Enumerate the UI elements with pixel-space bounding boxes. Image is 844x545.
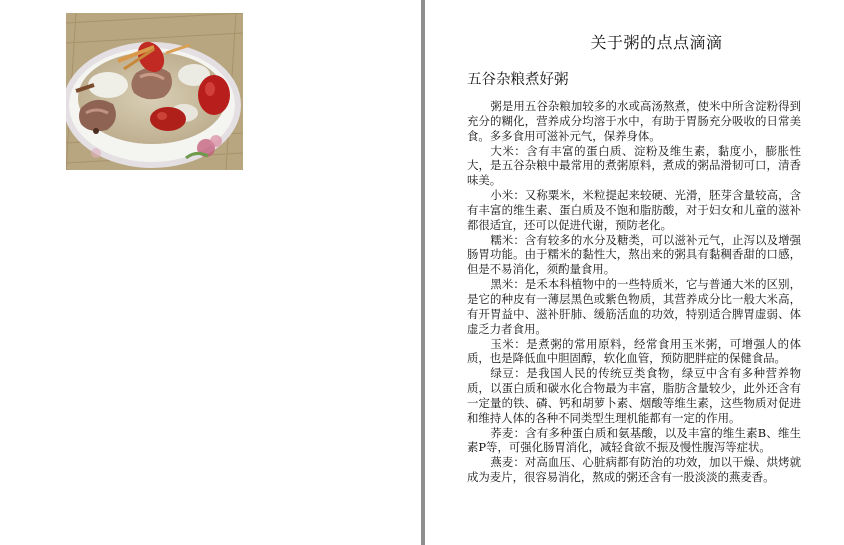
paragraph-buckwheat: 荞麦：含有多种蛋白质和氨基酸，以及丰富的维生素B、维生素P等，可强化肠胃消化，减轻食欲不振及慢性腹泻等症状。 bbox=[467, 425, 801, 455]
porridge-bowl-photo bbox=[66, 13, 243, 170]
paragraph-corn: 玉米：是煮粥的常用原料，经常食用玉米粥，可增强人的体质，也是降低血中胆固醇，软化血管，预防肥胖症的保健食品。 bbox=[467, 336, 801, 366]
right-page bbox=[425, 0, 844, 545]
section-heading: 五谷杂粮煮好粥 bbox=[467, 72, 569, 88]
left-page bbox=[0, 0, 421, 545]
paragraph-black-rice: 黑米：是禾本科植物中的一些特质米，它与普通大米的区别，是它的种皮有一薄层黑色或紫色物质，其营养成分比一般大米高，有开胃益中、滋补肝肺、缓筋活血的功效，特别适合脾胃虚弱、体虚乏力者食用。 bbox=[467, 277, 801, 336]
paragraph-oats: 燕麦：对高血压、心脏病都有防治的功效，加以干燥、烘烤就成为麦片，很容易消化，熬成的粥还含有一股淡淡的燕麦香。 bbox=[467, 455, 801, 485]
paragraph-millet: 小米：又称粟米，米粒提起来较硬、光滑，胚芽含量较高，含有丰富的维生素、蛋白质及不饱和脂肪酸，对于妇女和儿童的滋补都很适宜，还可以促进代谢，预防老化。 bbox=[467, 188, 801, 232]
article-body bbox=[467, 99, 801, 485]
paragraph-intro: 粥是用五谷杂粮加较多的水或高汤熬煮，使米中所含淀粉得到充分的糊化，营养成分均溶于水中，有助于胃肠充分吸收的日常美食。多多食用可滋补元气，保养身体。 bbox=[467, 99, 801, 143]
page-title: 关于粥的点点滴滴 bbox=[590, 33, 723, 52]
paragraph-rice: 大米：含有丰富的蛋白质、淀粉及维生素，黏度小，膨胀性大，是五谷杂粮中最常用的煮粥原料，煮成的粥品滑韧可口，清香味美。 bbox=[467, 143, 801, 188]
paragraph-mung-bean: 绿豆：是我国人民的传统豆类食物，绿豆中含有多种营养物质，以蛋白质和碳水化合物最为丰富，脂肪含量较少，此外还含有一定量的铁、磷、钙和胡萝卜素、烟酸等维生素，这些物质对促进和维持人体的各种不同类型生理机能都有一定的作用。 bbox=[467, 366, 801, 425]
porridge-bowl-illustration bbox=[66, 13, 243, 170]
paragraph-glutinous-rice: 糯米：含有较多的水分及糖类，可以滋补元气，止泻以及增强肠胃功能。由于糯米的黏性大，熬出来的粥具有黏稠香甜的口感，但是不易消化，须酌量食用。 bbox=[467, 232, 801, 277]
